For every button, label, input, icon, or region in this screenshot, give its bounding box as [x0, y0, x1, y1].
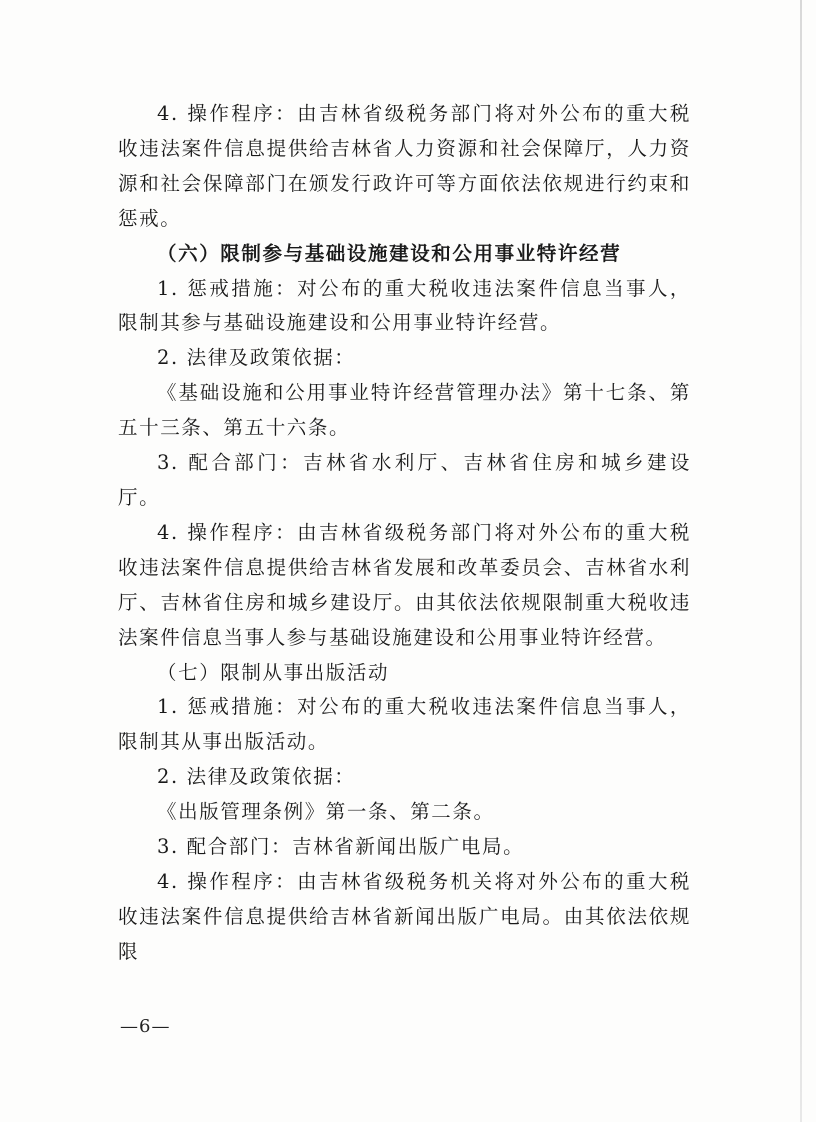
paragraph-legal-basis-label-six: 2. 法律及政策依据： [157, 346, 356, 370]
section-heading-seven: （七）限制从事出版活动 [157, 660, 390, 684]
paragraph-cooperating-departments-seven: 3. 配合部门：吉林省新闻出版广电局。 [157, 835, 525, 859]
document-body [118, 97, 691, 970]
paragraph-legal-basis-label-seven: 2. 法律及政策依据： [157, 765, 356, 789]
scan-edge-line [800, 0, 802, 1122]
paragraph-legal-basis-six: 《基础设施和公用事业特许经营管理办法》第十七条、第五十三条、第五十六条。 [118, 381, 691, 440]
paragraph-operation-procedure-seven: 4. 操作程序：由吉林省级税务机关将对外公布的重大税收违法案件信息提供给吉林省新闻出版广电局。由其依法依规限 [118, 869, 691, 963]
paragraph-cooperating-departments-six: 3. 配合部门：吉林省水利厅、吉林省住房和城乡建设厅。 [118, 451, 691, 509]
paragraph-operation-procedure-six: 4. 操作程序：由吉林省级税务部门将对外公布的重大税收违法案件信息提供给吉林省发展和改革委员会、吉林省水利厅、吉林省住房和城乡建设厅。由其依法依规限制重大税收违法案件信息当事人参与基础设施建设和公用事业特许经营。 [118, 520, 691, 649]
paragraph-operation-procedure-hr: 4. 操作程序：由吉林省级税务部门将对外公布的重大税收违法案件信息提供给吉林省人力资源和社会保障厅，人力资源和社会保障部门在颁发行政许可等方面依法依规进行约束和惩戒。 [118, 102, 691, 230]
section-heading-six: （六）限制参与基础设施建设和公用事业特许经营 [157, 241, 622, 265]
paragraph-penalty-measure-seven: 1. 惩戒措施：对公布的重大税收违法案件信息当事人，限制其从事出版活动。 [118, 695, 691, 754]
page-number: —6— [120, 1016, 171, 1037]
paragraph-penalty-measure-six: 1. 惩戒措施：对公布的重大税收违法案件信息当事人，限制其参与基础设施建设和公用事业特许经营。 [118, 276, 691, 335]
paragraph-legal-basis-seven: 《出版管理条例》第一条、第二条。 [157, 800, 495, 824]
